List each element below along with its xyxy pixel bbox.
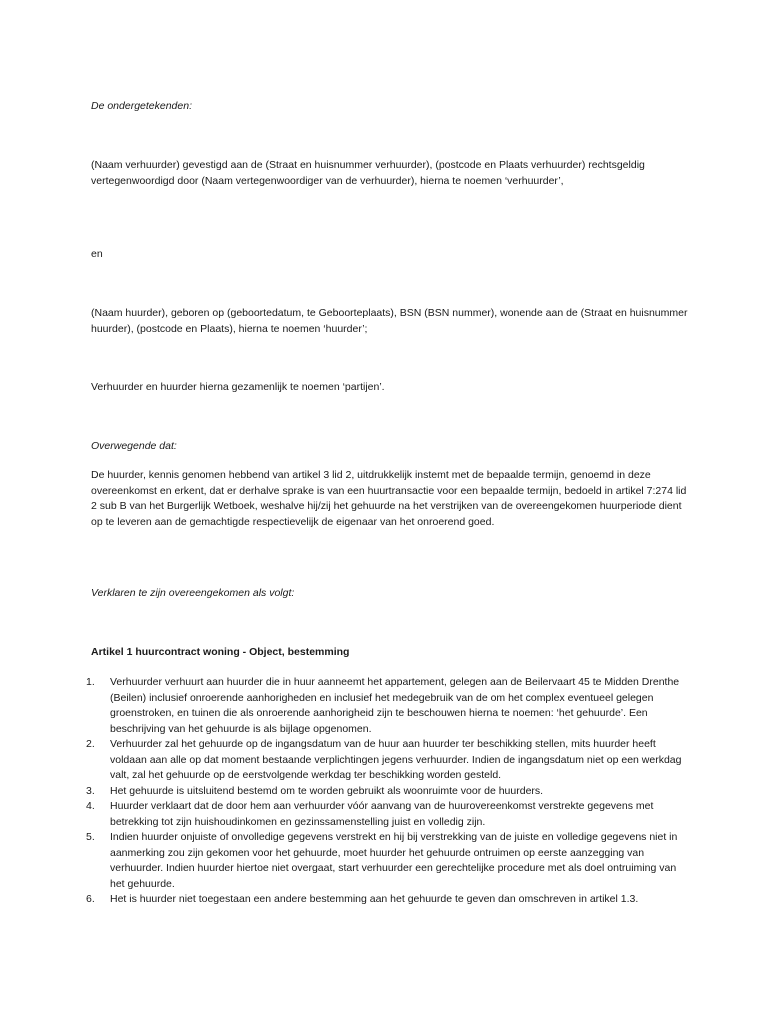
list-number: 2. [86, 738, 95, 750]
article-1-list [86, 675, 689, 908]
list-text: Verhuurder zal het gehuurde op de ingangsdatum van de huur aan huurder ter beschikking stellen, mits huurder heeft voldaan aan alle op dat moment bestaande verplichtingen jegens verhuurder. Indien de ingangsdatum niet op een werkdag valt, zal het gehuurde op de eerstvolgende werkdag ter beschikking worden gesteld. [110, 738, 682, 781]
list-text: Verhuurder verhuurt aan huurder die in huur aanneemt het appartement, gelegen aan de Beilervaart 45 te Midden Drenthe (Beilen) inclusief onroerende aanhorigheden en inclusief het medegebruik van de om het complex eventueel gelegen groenstroken, en tuinen die als onroerende aanhorigheid zijn te beschouwen hierna te noemen: ‘het gehuurde’. Een beschrijving van het gehuurde is als bijlage opgenomen. [110, 676, 680, 735]
list-number: 1. [86, 676, 95, 688]
list-number: 5. [86, 831, 95, 843]
list-text: Huurder verklaart dat de door hem aan verhuurder vóór aanvang van de huurovereenkomst verstrekte gegevens met betrekking tot zijn huishoudinkomen en gezinssamenstelling juist en volledig zijn. [110, 800, 654, 828]
agreed-heading: Verklaren te zijn overeengekomen als volgt: [91, 587, 295, 599]
list-number: 3. [86, 784, 95, 797]
parties-paragraph: Verhuurder en huurder hierna gezamenlijk te noemen ‘partijen’. [91, 381, 385, 393]
considering-paragraph: De huurder, kennis genomen hebbend van artikel 3 lid 2, uitdrukkelijk instemt met de bepaalde termijn, genoemd in deze overeenkomst en erkent, dat er derhalve sprake is van een huurtransactie voor een bepaalde termijn, bedoeld in artikel 7:274 lid 2 sub B van het Burgerlijk Wetboek, weshalve hij/zij het gehuurde na het verstrijken van de overeengekomen huurperiode dient op te leveren aan de gemachtigde respectievelijk de eigenaar van het onroerend goed. [91, 469, 687, 528]
list-text: Het gehuurde is uitsluitend bestemd om te worden gebruikt als woonruimte voor de huurders. [110, 784, 544, 797]
list-number: 6. [86, 893, 95, 905]
signatories-heading: De ondergetekenden: [91, 100, 192, 112]
list-number: 4. [86, 800, 95, 812]
list-text: Het is huurder niet toegestaan een andere bestemming aan het gehuurde te geven dan omschreven in artikel 1.3. [110, 893, 639, 905]
list-item [86, 675, 689, 737]
list-item [86, 830, 689, 892]
list-item [86, 737, 689, 784]
tenant-paragraph: (Naam huurder), geboren op (geboortedatum, te Geboorteplaats), BSN (BSN nummer), wonende aan de (Straat en huisnummer huurder), (postcode en Plaats), hierna te noemen ‘huurder’; [91, 307, 688, 335]
list-item [86, 892, 689, 908]
list-text: Indien huurder onjuiste of onvolledige gegevens verstrekt en hij bij verstrekking van de juiste en volledige gegevens niet in aanmerking zou zijn gekomen voor het gehuurde, moet huurder het gehuurde ontruimen op eerste aanzegging van verhuurder. Indien huurder hiertoe niet overgaat, start verhuurder een gerechtelijke procedure met als doel ontruiming van het gehuurde. [110, 831, 678, 890]
list-item [86, 799, 689, 830]
article-1-title: Artikel 1 huurcontract woning - Object, bestemming [91, 646, 350, 658]
landlord-paragraph: (Naam verhuurder) gevestigd aan de (Straat en huisnummer verhuurder), (postcode en Plaats verhuurder) rechtsgeldig vertegenwoordigd door (Naam vertegenwoordiger van de verhuurder), hierna te noemen ‘verhuurder’, [91, 159, 645, 187]
considering-heading: Overwegende dat: [91, 440, 177, 452]
list-item [86, 784, 689, 800]
and-word: en [91, 248, 103, 260]
